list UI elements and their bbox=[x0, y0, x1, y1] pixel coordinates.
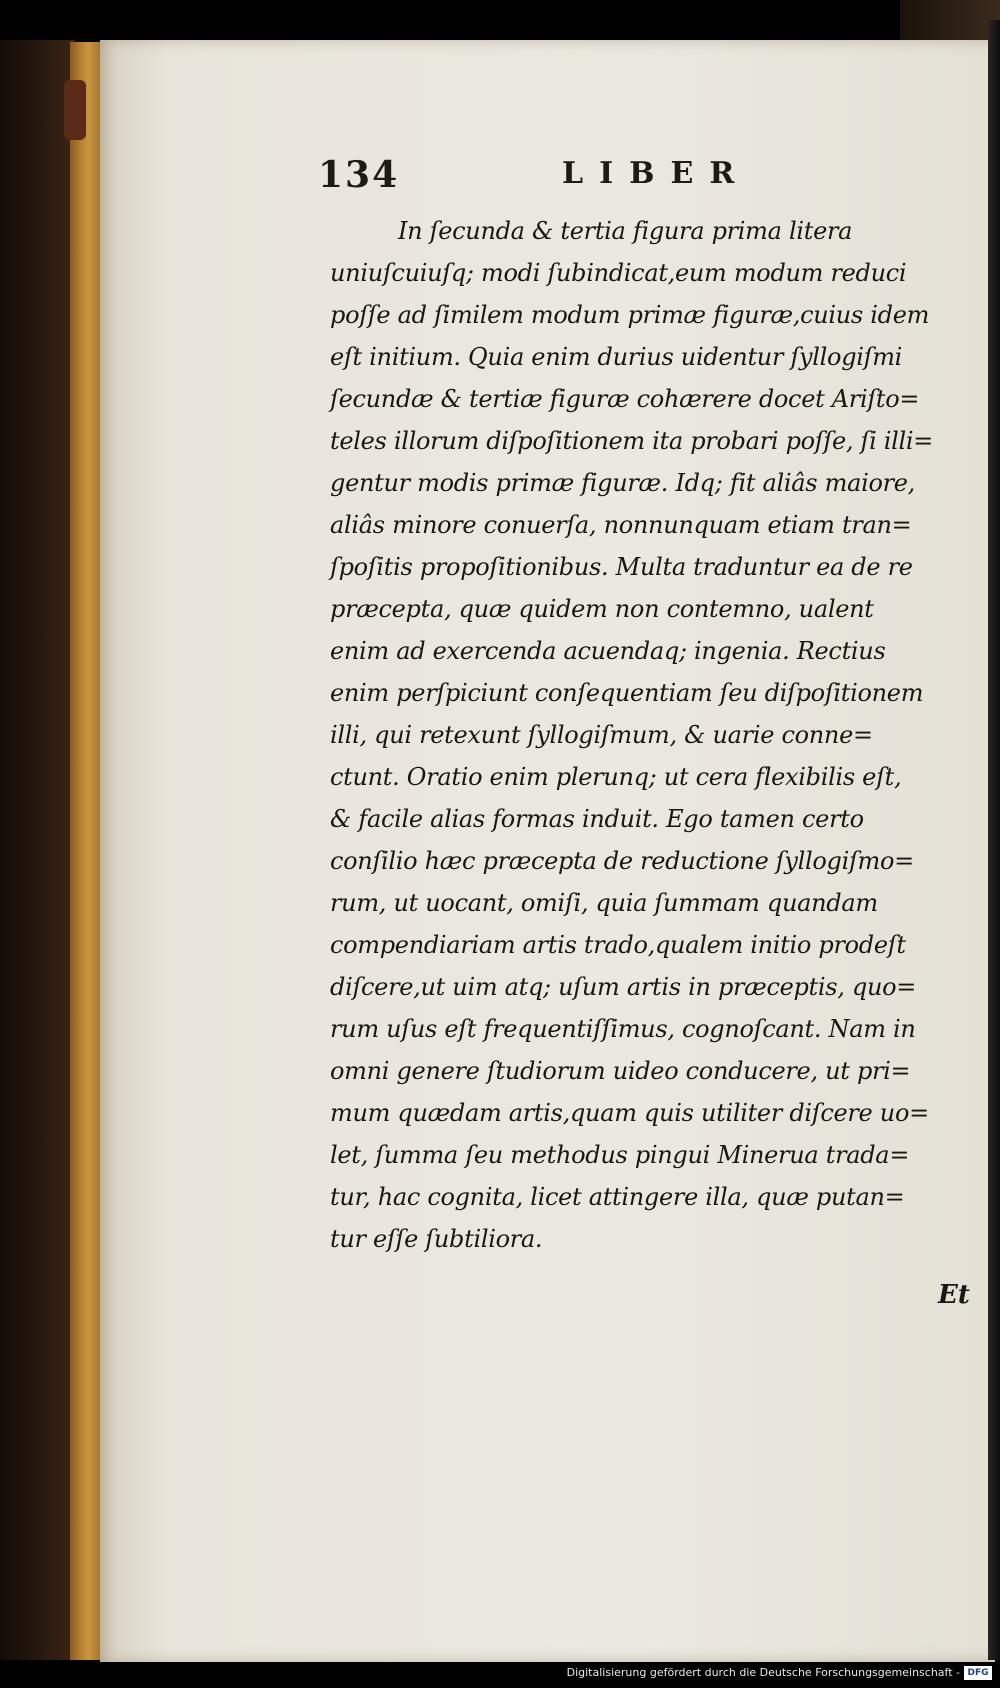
catchword: Et bbox=[938, 1280, 970, 1310]
text-line: teles illorum diſpoſitionem ita probari poſſe, ſi illi= bbox=[330, 427, 934, 455]
page-number: 134 bbox=[318, 154, 400, 196]
book-cover-edge bbox=[0, 40, 75, 1660]
gilt-page-edge bbox=[70, 42, 104, 1660]
binding-clasp bbox=[64, 80, 86, 140]
text-line: omni genere ſtudiorum uideo conducere, ut pri= bbox=[330, 1057, 911, 1085]
text-line: compendiariam artis trado,qualem initio prodeſt bbox=[330, 931, 906, 959]
text-line: diſcere,ut uim atq; uſum artis in præceptis, quo= bbox=[330, 973, 917, 1001]
text-line: illi, qui retexunt ſyllogiſmum, & uarie conne= bbox=[330, 721, 873, 749]
body-text bbox=[330, 210, 970, 1260]
text-line: conſilio hæc præcepta de reductione ſyllogiſmo= bbox=[330, 847, 914, 875]
text-line: gentur modis primæ figuræ. Idq; fit aliâs maiore, bbox=[330, 469, 916, 497]
text-line: poſſe ad ſimilem modum primæ figuræ,cuius idem bbox=[330, 301, 930, 329]
text-line: præcepta, quæ quidem non contemno, ualent bbox=[330, 595, 874, 623]
text-line: let, ſumma ſeu methodus pingui Minerua trada= bbox=[330, 1141, 910, 1169]
text-line: ſecundæ & tertiæ figuræ cohærere docet Ariſto= bbox=[330, 385, 920, 413]
page-header bbox=[318, 154, 751, 204]
page-right-edge bbox=[988, 20, 1000, 1660]
text-line: In ſecunda & tertia figura prima litera bbox=[398, 217, 853, 245]
text-line: enim ad exercenda acuendaq; ingenia. Rectius bbox=[330, 637, 886, 665]
text-line: ſpoſitis propoſitionibus. Multa traduntur ea de re bbox=[330, 553, 913, 581]
text-line: rum uſus eſt frequentiſſimus, cognoſcant. Nam in bbox=[330, 1015, 916, 1043]
text-line: mum quædam artis,quam quis utiliter diſcere uo= bbox=[330, 1099, 929, 1127]
dfg-logo-icon: DFG bbox=[964, 1666, 992, 1680]
text-line: aliâs minore conuerſa, nonnunquam etiam tran= bbox=[330, 511, 912, 539]
text-line: uniuſcuiuſq; modi ſubindicat,eum modum reduci bbox=[330, 259, 907, 287]
binding-corner bbox=[900, 0, 1000, 40]
text-line: tur, hac cognita, licet attingere illa, quæ putan= bbox=[330, 1183, 905, 1211]
text-line: eſt initium. Quia enim durius uidentur ſyllogiſmi bbox=[330, 343, 903, 371]
text-line: rum, ut uocant, omiſi, quia ſummam quandam bbox=[330, 889, 878, 917]
digitization-credit: Digitalisierung gefördert durch die Deutsche Forschungsgemeinschaft - bbox=[566, 1666, 960, 1679]
text-line: & facile alias formas induit. Ego tamen certo bbox=[330, 805, 864, 833]
text-line: enim perſpiciunt conſequentiam ſeu diſpoſitionem bbox=[330, 679, 924, 707]
footer-bar bbox=[0, 1662, 1000, 1688]
text-line: tur eſſe ſubtiliora. bbox=[330, 1225, 543, 1253]
running-head: LIBER bbox=[562, 156, 751, 191]
text-line: ctunt. Oratio enim plerunq; ut cera flexibilis eſt, bbox=[330, 763, 902, 791]
